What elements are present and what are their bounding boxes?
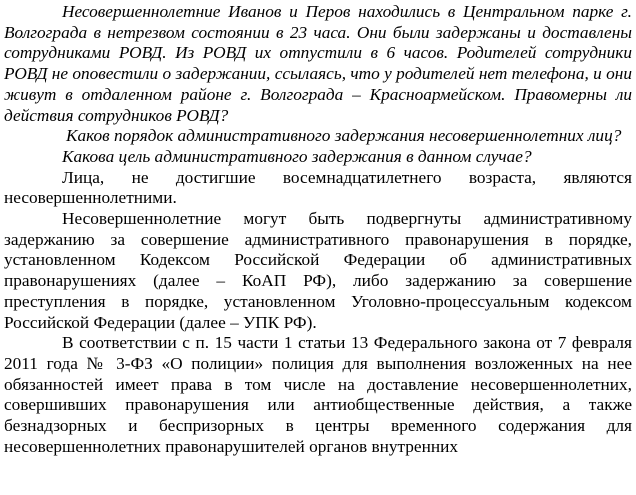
answer-paragraph-detention: Несовершеннолетние могут быть подвергнуты административному задержанию за совершение административного правонарушения в порядке, установленном Кодексом Российской Федерации об административных правонарушениях (далее – КоАП РФ), либо задержанию за совершение преступления в порядке, установленном Уголовно-процессуальным кодексом Российской Федерации (далее – УПК РФ). [4, 209, 632, 332]
case-paragraph: Несовершеннолетние Иванов и Перов находились в Центральном парке г. Волгограда в нетрезвом состоянии в 23 часа. Они были задержаны и доставлены сотрудниками РОВД. Из РОВД их отпустили в 6 часов. Родителей сотрудники РОВД не оповестили о задержании, ссылаясь, что у родителей нет телефона, и они живут в отдаленном районе г. Волгограда – Красноармейском. Правомерны ли действия сотрудников РОВД? [4, 2, 632, 125]
question-procedure: Каков порядок административного задержания несовершеннолетних лиц? [66, 126, 622, 146]
document-page [4, 2, 632, 457]
question-purpose: Какова цель административного задержания в данном случае? [62, 146, 532, 166]
answer-paragraph-definition: Лица, не достигшие восемнадцатилетнего возраста, являются несовершеннолетними. [4, 167, 632, 208]
answer-paragraph-police-law: В соответствии с п. 15 части 1 статьи 13 Федерального закона от 7 февраля 2011 года № 3-ФЗ «О полиции» полиция для выполнения возложенных на нее обязанностей имеет права в том числе на доставление несовершеннолетних, совершивших правонарушения или антиобщественные действия, а также безнадзорных и беспризорных в центры временного содержания для несовершеннолетних правонарушителей органов внутренних [4, 333, 632, 456]
